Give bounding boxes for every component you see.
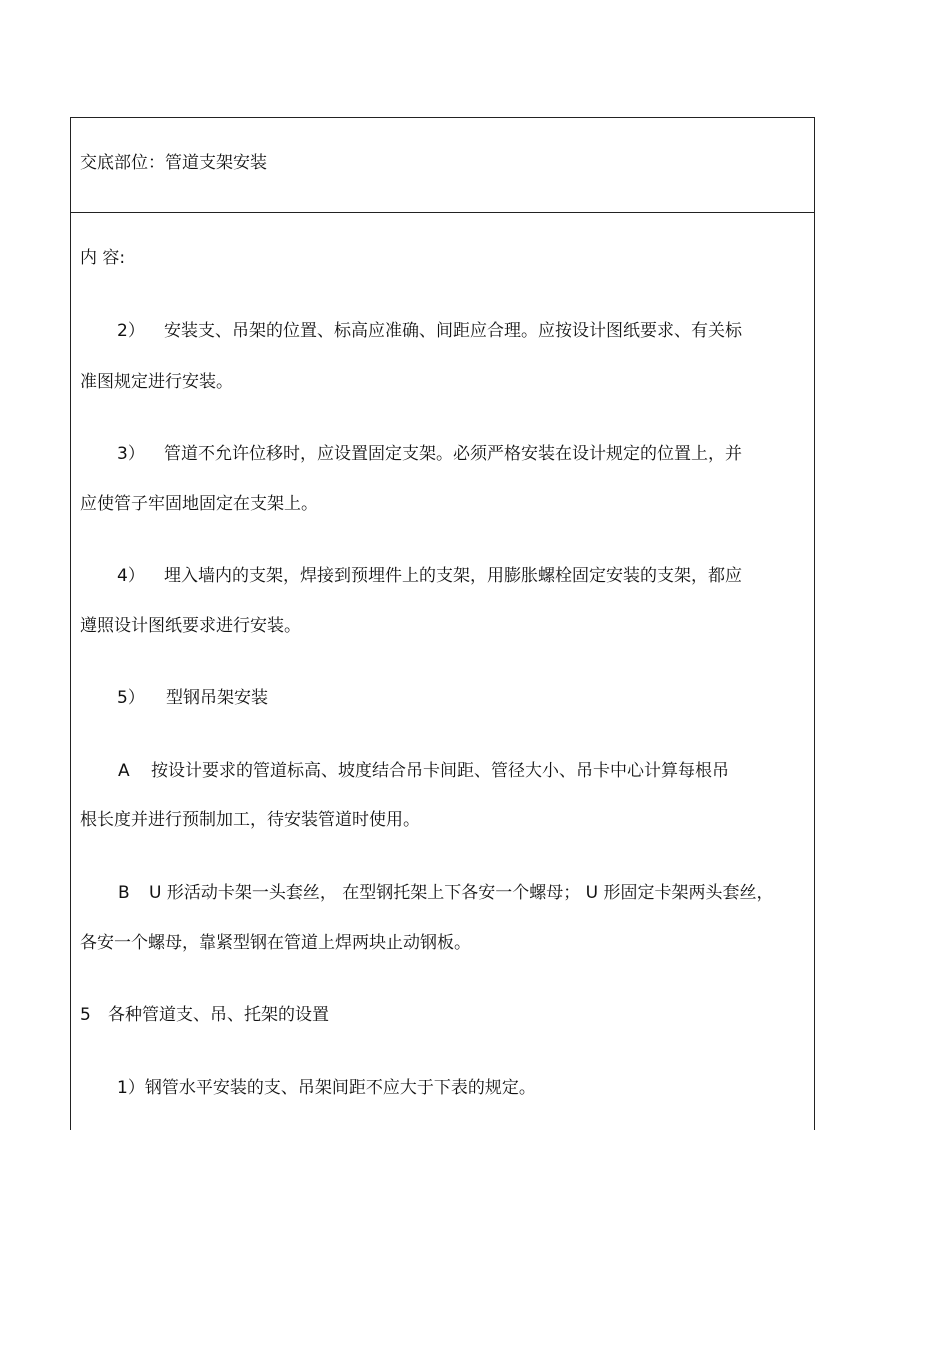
- sub-item-mark: A: [118, 761, 130, 781]
- item-text-line: 管道不允许位移时，应设置固定支架。必须严格安装在设计规定的位置上，并: [164, 444, 742, 464]
- item-text-line: 安装支、吊架的位置、标高应准确、间距应合理。应按设计图纸要求、有关标: [164, 321, 742, 341]
- item-text-line: 埋入墙内的支架，焊接到预埋件上的支架，用膨胀螺栓固定安装的支架，都应: [164, 566, 742, 586]
- item-text-line: 遵照设计图纸要求进行安装。: [80, 616, 301, 636]
- content-label: 内 容:: [80, 248, 126, 268]
- item-number: 4）: [117, 566, 145, 586]
- section-title: 各种管道支、吊、托架的设置: [108, 1005, 329, 1025]
- sub-item-mark: B: [118, 883, 130, 903]
- item-number: 5）: [117, 688, 145, 708]
- item-text-line: 应使管子牢固地固定在支架上。: [80, 494, 318, 514]
- item-text-line: 型钢吊架安装: [166, 688, 268, 708]
- sub-item-text-line: U 形活动卡架一头套丝， 在型钢托架上下各安一个螺母； U 形固定卡架两头套丝，: [149, 883, 774, 903]
- item-text-line: 1）钢管水平安装的支、吊架间距不应大于下表的规定。: [117, 1078, 536, 1098]
- section-number: 5: [80, 1005, 91, 1025]
- sub-item-text-line: 根长度并进行预制加工，待安装管道时使用。: [80, 810, 420, 830]
- page-title: 交底部位：管道支架安装: [80, 153, 267, 173]
- item-number: 2）: [117, 321, 145, 341]
- item-text-line: 准图规定进行安装。: [80, 372, 233, 392]
- sub-item-text-line: 各安一个螺母，靠紧型钢在管道上焊两块止动钢板。: [80, 933, 471, 953]
- sub-item-text-line: 按设计要求的管道标高、坡度结合吊卡间距、管径大小、吊卡中心计算每根吊: [151, 761, 729, 781]
- item-number: 3）: [117, 444, 145, 464]
